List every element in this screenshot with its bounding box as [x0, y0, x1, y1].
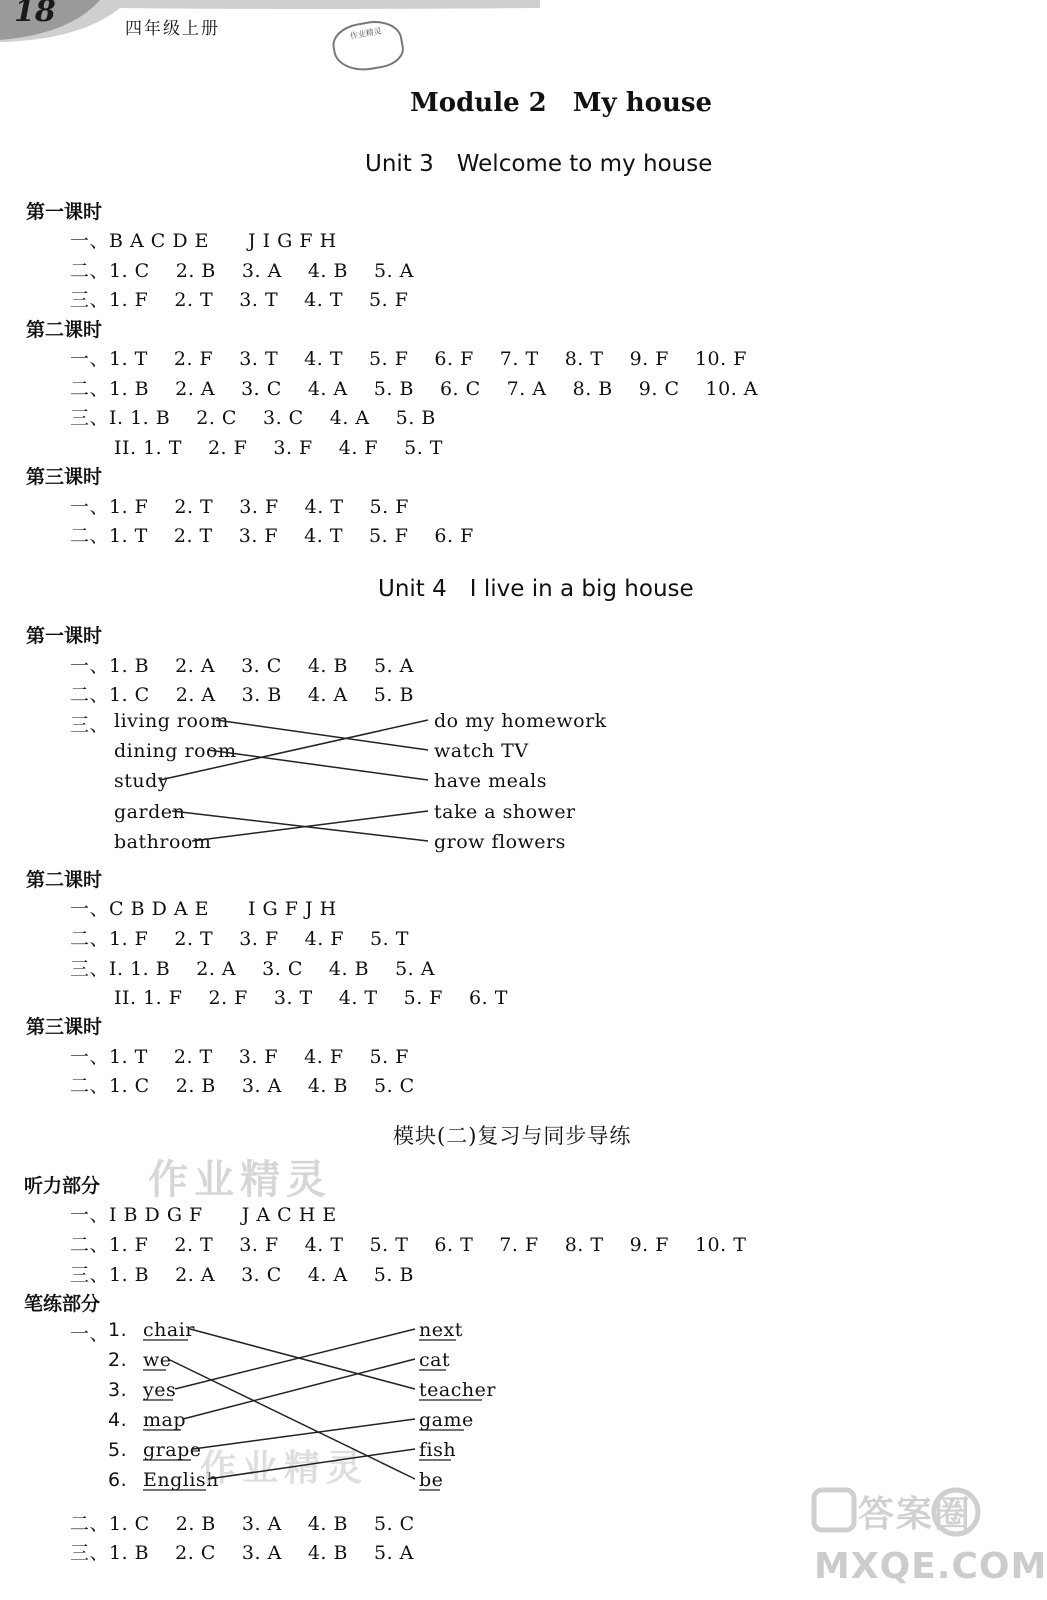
- match-right-item: take a shower: [434, 801, 576, 823]
- match-right-item: watch TV: [434, 740, 529, 762]
- match-right-item: game: [419, 1409, 474, 1431]
- match-line: [190, 1329, 415, 1389]
- match-number: 3.: [108, 1379, 128, 1401]
- grade-label: 四年级上册: [125, 19, 220, 39]
- match-right-item: grow flowers: [434, 831, 566, 853]
- answer-row: 二、1. B 2. A 3. C 4. A 5. B 6. C 7. A 8. B 9. C 10. A: [70, 378, 759, 400]
- review-title: 模块(二)复习与同步导练: [393, 1124, 632, 1148]
- match-number: 1.: [108, 1319, 128, 1341]
- header-decoration: [0, 0, 540, 42]
- answer-row: 一、1. B 2. A 3. C 4. B 5. A: [70, 655, 414, 677]
- unit4-title: Unit 4 I live in a big house: [378, 576, 694, 602]
- match-left-item: living room: [114, 710, 229, 732]
- match-left-item: grape: [143, 1439, 202, 1461]
- match-line: [216, 720, 428, 750]
- unit4-lesson1-title: 第一课时: [26, 625, 103, 647]
- match-left-item: map: [143, 1409, 187, 1431]
- answer-row: 一、B A C D E J I G F H: [70, 230, 337, 252]
- answer-row: 二、1. T 2. T 3. F 4. T 5. F 6. F: [70, 525, 474, 547]
- answer-row: 三、I. 1. B 2. A 3. C 4. B 5. A: [70, 958, 435, 980]
- unit3-lesson1-title: 第一课时: [26, 201, 103, 223]
- answer-row: 一、1. T 2. T 3. F 4. F 5. F: [70, 1046, 409, 1068]
- match-right-item: be: [419, 1469, 444, 1491]
- page-header: [0, 0, 540, 42]
- answer-row: 一、I B D G F J A C H E: [70, 1204, 337, 1226]
- answer-row: 三、1. B 2. A 3. C 4. A 5. B: [70, 1264, 414, 1286]
- match-line: [208, 750, 428, 780]
- watermark-text: 作业精灵: [148, 1157, 332, 1203]
- answer-row: 二、1. C 2. B 3. A 4. B 5. C: [70, 1075, 415, 1097]
- match-left-item: garden: [114, 801, 186, 823]
- answer-row: II. 1. F 2. F 3. T 4. T 5. F 6. T: [114, 987, 508, 1009]
- answer-row: 一、C B D A E I G F J H: [70, 898, 337, 920]
- match-right-item: teacher: [419, 1379, 496, 1401]
- match-left-item: we: [143, 1349, 172, 1371]
- match-number: 2.: [108, 1349, 128, 1371]
- site-logo: [806, 1482, 1047, 1594]
- match-line: [175, 1329, 415, 1389]
- match-right-item: have meals: [434, 770, 547, 792]
- answer-row: 二、1. F 2. T 3. F 4. F 5. T: [70, 928, 409, 950]
- match-right-item: next: [419, 1319, 463, 1341]
- match-left-item: study: [114, 770, 170, 792]
- match-number: 5.: [108, 1439, 128, 1461]
- answer-row: 二、1. C 2. A 3. B 4. A 5. B: [70, 684, 414, 706]
- match-left-item: bathroom: [114, 831, 212, 853]
- listening-title: 听力部分: [24, 1175, 101, 1197]
- unit3-lesson2-title: 第二课时: [26, 319, 103, 341]
- answer-row: 二、1. C 2. B 3. A 4. B 5. C: [70, 1513, 415, 1535]
- page-number: 18: [14, 0, 56, 29]
- match-left-item: English: [143, 1469, 219, 1491]
- unit3-lesson3-title: 第三课时: [26, 466, 103, 488]
- answer-row: 三、1. F 2. T 3. T 4. T 5. F: [70, 289, 409, 311]
- logo-url-text: MXQE.COM: [814, 1546, 1047, 1587]
- answer-row: 三、1. B 2. C 3. A 4. B 5. A: [70, 1542, 414, 1564]
- match-line: [183, 1359, 415, 1419]
- answer-row: II. 1. T 2. F 3. F 4. F 5. T: [114, 437, 443, 459]
- answer-row: 一、1. F 2. T 3. F 4. T 5. F: [70, 496, 409, 518]
- match-number: 6.: [108, 1469, 128, 1491]
- answer-row: 二、1. F 2. T 3. F 4. T 5. T 6. T 7. F 8. T 9. F 10. T: [70, 1234, 747, 1256]
- match-number: 4.: [108, 1409, 128, 1431]
- module-title: Module 2 My house: [410, 88, 713, 118]
- answer-row: 三、I. 1. B 2. C 3. C 4. A 5. B: [70, 407, 436, 429]
- answer-row: 二、1. C 2. B 3. A 4. B 5. A: [70, 260, 414, 282]
- unit4-lesson3-title: 第三课时: [26, 1016, 103, 1038]
- answer-row: 一、1. T 2. F 3. T 4. T 5. F 6. F 7. T 8. T 9. F 10. F: [70, 348, 747, 370]
- logo-cn-text: 答案圈: [858, 1494, 973, 1535]
- match-right-item: fish: [419, 1439, 457, 1461]
- stamp-seal: 作业精灵: [329, 16, 406, 75]
- match-right-item: do my homework: [434, 710, 607, 732]
- match-prefix: 一、: [70, 1323, 110, 1345]
- unit3-title: Unit 3 Welcome to my house: [365, 151, 713, 177]
- match-prefix: 三、: [70, 714, 110, 736]
- match-left-item: chair: [143, 1319, 195, 1341]
- match-line: [192, 811, 428, 841]
- match-left-item: yes: [143, 1379, 177, 1401]
- writing-title: 笔练部分: [24, 1293, 101, 1315]
- watermark-text-2: 作业精灵: [200, 1448, 369, 1489]
- match-left-item: dining room: [114, 740, 237, 762]
- unit4-lesson2-title: 第二课时: [26, 869, 103, 891]
- match-right-item: cat: [419, 1349, 451, 1371]
